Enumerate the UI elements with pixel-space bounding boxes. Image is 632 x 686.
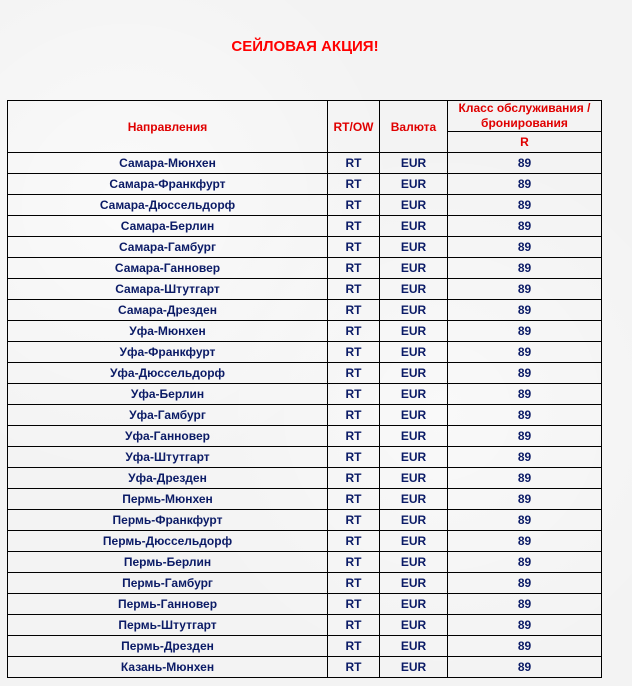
- route-cell: Пермь-Мюнхен: [8, 489, 328, 510]
- price-cell: 89: [448, 363, 602, 384]
- rt-ow-cell: RT: [328, 321, 380, 342]
- currency-cell: EUR: [380, 258, 448, 279]
- price-cell: 89: [448, 300, 602, 321]
- currency-cell: EUR: [380, 510, 448, 531]
- currency-cell: EUR: [380, 657, 448, 678]
- price-cell: 89: [448, 279, 602, 300]
- currency-cell: EUR: [380, 342, 448, 363]
- rt-ow-cell: RT: [328, 594, 380, 615]
- rt-ow-cell: RT: [328, 342, 380, 363]
- price-cell: 89: [448, 552, 602, 573]
- price-cell: 89: [448, 573, 602, 594]
- table-row: [8, 258, 602, 279]
- table-row: [8, 447, 602, 468]
- route-cell: Самара-Берлин: [8, 216, 328, 237]
- rt-ow-cell: RT: [328, 237, 380, 258]
- currency-cell: EUR: [380, 237, 448, 258]
- currency-cell: EUR: [380, 615, 448, 636]
- rt-ow-cell: RT: [328, 195, 380, 216]
- table-row: [8, 153, 602, 174]
- table-row: [8, 594, 602, 615]
- fares-table-body: [8, 153, 602, 678]
- currency-cell: EUR: [380, 489, 448, 510]
- header-rt-ow: RT/OW: [328, 101, 380, 153]
- route-cell: Самара-Дрезден: [8, 300, 328, 321]
- price-cell: 89: [448, 531, 602, 552]
- price-cell: 89: [448, 468, 602, 489]
- currency-cell: EUR: [380, 426, 448, 447]
- rt-ow-cell: RT: [328, 174, 380, 195]
- fares-table: [7, 100, 602, 678]
- table-row: [8, 615, 602, 636]
- table-row: [8, 405, 602, 426]
- table-row: [8, 300, 602, 321]
- table-row: [8, 426, 602, 447]
- rt-ow-cell: RT: [328, 363, 380, 384]
- table-row: [8, 174, 602, 195]
- route-cell: Пермь-Ганновер: [8, 594, 328, 615]
- price-cell: 89: [448, 636, 602, 657]
- table-row: [8, 321, 602, 342]
- price-cell: 89: [448, 489, 602, 510]
- price-cell: 89: [448, 615, 602, 636]
- route-cell: Самара-Гамбург: [8, 237, 328, 258]
- route-cell: Самара-Дюссельдорф: [8, 195, 328, 216]
- price-cell: 89: [448, 174, 602, 195]
- route-cell: Самара-Штутгарт: [8, 279, 328, 300]
- price-cell: 89: [448, 657, 602, 678]
- currency-cell: EUR: [380, 300, 448, 321]
- table-row: [8, 468, 602, 489]
- table-row: [8, 510, 602, 531]
- currency-cell: EUR: [380, 363, 448, 384]
- table-row: [8, 573, 602, 594]
- header-class: Класс обслуживания / бронирования: [448, 101, 602, 132]
- rt-ow-cell: RT: [328, 384, 380, 405]
- route-cell: Уфа-Ганновер: [8, 426, 328, 447]
- currency-cell: EUR: [380, 594, 448, 615]
- price-cell: 89: [448, 384, 602, 405]
- rt-ow-cell: RT: [328, 615, 380, 636]
- route-cell: Самара-Мюнхен: [8, 153, 328, 174]
- rt-ow-cell: RT: [328, 216, 380, 237]
- route-cell: Уфа-Мюнхен: [8, 321, 328, 342]
- rt-ow-cell: RT: [328, 489, 380, 510]
- route-cell: Самара-Франкфурт: [8, 174, 328, 195]
- route-cell: Уфа-Дрезден: [8, 468, 328, 489]
- rt-ow-cell: RT: [328, 405, 380, 426]
- rt-ow-cell: RT: [328, 447, 380, 468]
- price-cell: 89: [448, 216, 602, 237]
- price-cell: 89: [448, 258, 602, 279]
- table-row: [8, 531, 602, 552]
- table-row: [8, 195, 602, 216]
- price-cell: 89: [448, 405, 602, 426]
- currency-cell: EUR: [380, 531, 448, 552]
- route-cell: Пермь-Гамбург: [8, 573, 328, 594]
- currency-cell: EUR: [380, 216, 448, 237]
- price-cell: 89: [448, 447, 602, 468]
- route-cell: Пермь-Дрезден: [8, 636, 328, 657]
- table-row: [8, 363, 602, 384]
- currency-cell: EUR: [380, 153, 448, 174]
- table-row: [8, 342, 602, 363]
- price-cell: 89: [448, 153, 602, 174]
- rt-ow-cell: RT: [328, 300, 380, 321]
- table-row: [8, 237, 602, 258]
- route-cell: Уфа-Франкфурт: [8, 342, 328, 363]
- rt-ow-cell: RT: [328, 531, 380, 552]
- page-title: СЕЙЛОВАЯ АКЦИЯ!: [231, 38, 379, 55]
- table-row: [8, 216, 602, 237]
- currency-cell: EUR: [380, 174, 448, 195]
- price-cell: 89: [448, 321, 602, 342]
- price-cell: 89: [448, 594, 602, 615]
- header-currency: Валюта: [380, 101, 448, 153]
- table-row: [8, 279, 602, 300]
- price-cell: 89: [448, 195, 602, 216]
- header-direction: Направления: [8, 101, 328, 153]
- rt-ow-cell: RT: [328, 510, 380, 531]
- route-cell: Уфа-Гамбург: [8, 405, 328, 426]
- price-cell: 89: [448, 237, 602, 258]
- rt-ow-cell: RT: [328, 468, 380, 489]
- route-cell: Казань-Мюнхен: [8, 657, 328, 678]
- rt-ow-cell: RT: [328, 279, 380, 300]
- rt-ow-cell: RT: [328, 636, 380, 657]
- route-cell: Самара-Ганновер: [8, 258, 328, 279]
- currency-cell: EUR: [380, 321, 448, 342]
- currency-cell: EUR: [380, 552, 448, 573]
- route-cell: Уфа-Берлин: [8, 384, 328, 405]
- route-cell: Пермь-Штутгарт: [8, 615, 328, 636]
- currency-cell: EUR: [380, 636, 448, 657]
- rt-ow-cell: RT: [328, 426, 380, 447]
- price-cell: 89: [448, 426, 602, 447]
- rt-ow-cell: RT: [328, 552, 380, 573]
- route-cell: Уфа-Штутгарт: [8, 447, 328, 468]
- currency-cell: EUR: [380, 468, 448, 489]
- route-cell: Пермь-Франкфурт: [8, 510, 328, 531]
- route-cell: Уфа-Дюссельдорф: [8, 363, 328, 384]
- currency-cell: EUR: [380, 279, 448, 300]
- currency-cell: EUR: [380, 384, 448, 405]
- currency-cell: EUR: [380, 573, 448, 594]
- currency-cell: EUR: [380, 195, 448, 216]
- price-cell: 89: [448, 510, 602, 531]
- header-class-code: R: [448, 132, 602, 153]
- currency-cell: EUR: [380, 405, 448, 426]
- rt-ow-cell: RT: [328, 258, 380, 279]
- rt-ow-cell: RT: [328, 573, 380, 594]
- table-row: [8, 657, 602, 678]
- route-cell: Пермь-Берлин: [8, 552, 328, 573]
- table-row: [8, 489, 602, 510]
- route-cell: Пермь-Дюссельдорф: [8, 531, 328, 552]
- currency-cell: EUR: [380, 447, 448, 468]
- table-row: [8, 384, 602, 405]
- rt-ow-cell: RT: [328, 153, 380, 174]
- table-row: [8, 552, 602, 573]
- table-row: [8, 636, 602, 657]
- price-cell: 89: [448, 342, 602, 363]
- rt-ow-cell: RT: [328, 657, 380, 678]
